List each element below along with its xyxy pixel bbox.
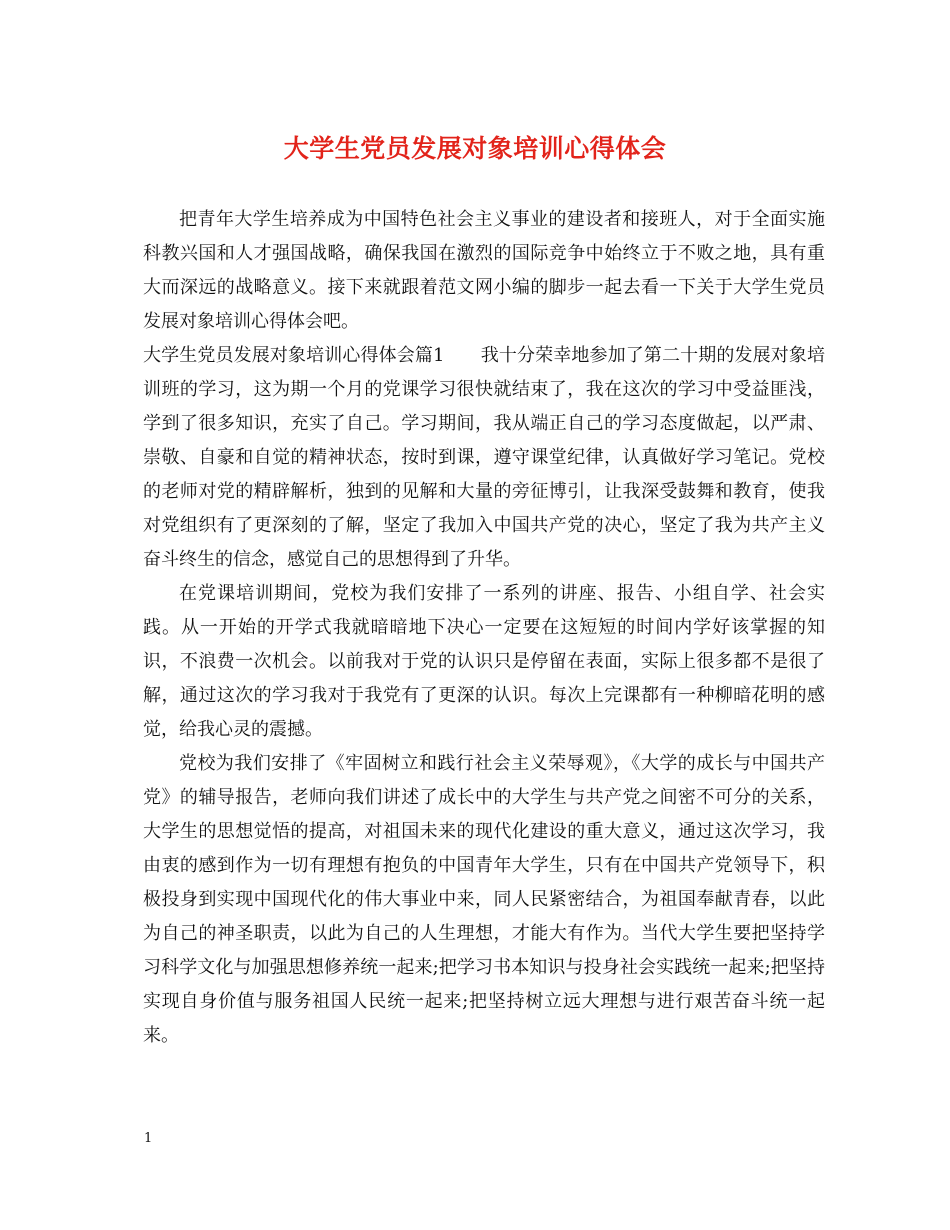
page-number: 1 (144, 1131, 153, 1146)
paragraph-article-1: 大学生党员发展对象培训心得体会篇1 我十分荣幸地参加了第二十期的发展对象培训班的学习，这为期一个月的党课学习很快就结束了，我在这次的学习中受益匪浅，学到了很多知识，充实了自己。学习期间，我从端正自己的学习态度做起，以严肃、崇敬、自豪和自觉的精神状态，按时到课，遵守课堂纪律，认真做好学习笔记。党校的老师对党的精辟解析，独到的见解和大量的旁征博引，让我深受鼓舞和教育，使我对党组织有了更深刻的了解，坚定了我加入中国共产党的决心，坚定了我为共产主义奋斗终生的信念，感觉自己的思想得到了升华。 (143, 345, 825, 570)
document-body (143, 203, 825, 1053)
document-title: 大学生党员发展对象培训心得体会 (283, 134, 667, 163)
paragraph-intro: 把青年大学生培养成为中国特色社会主义事业的建设者和接班人，对于全面实施科教兴国和人才强国战略，确保我国在激烈的国际竞争中始终立于不败之地，具有重大而深远的战略意义。接下来就跟着范文网小编的脚步一起去看一下关于大学生党员发展对象培训心得体会吧。 (143, 209, 825, 332)
paragraph-report: 党校为我们安排了《牢固树立和践行社会主义荣辱观》，《大学的成长与中国共产党》的辅导报告，老师向我们讲述了成长中的大学生与共产党之间密不可分的关系，大学生的思想觉悟的提高，对祖国未来的现代化建设的重大意义，通过这次学习，我由衷的感到作为一切有理想有抱负的中国青年大学生，只有在中国共产党领导下，积极投身到实现中国现代化的伟大事业中来，同人民紧密结合，为祖国奉献青春，以此为自己的神圣职责，以此为自己的人生理想，才能大有作为。当代大学生要把坚持学习科学文化与加强思想修养统一起来;把学习书本知识与投身社会实践统一起来;把坚持实现自身价值与服务祖国人民统一起来;把坚持树立远大理想与进行艰苦奋斗统一起来。 (143, 753, 825, 1046)
paragraph-training-period: 在党课培训期间，党校为我们安排了一系列的讲座、报告、小组自学、社会实践。从一开始的开学式我就暗暗地下决心一定要在这短短的时间内学好该掌握的知识，不浪费一次机会。以前我对于党的认识只是停留在表面，实际上很多都不是很了解，通过这次的学习我对于我党有了更深的认识。每次上完课都有一种柳暗花明的感觉，给我心灵的震撼。 (143, 583, 825, 740)
footer-divider (143, 1108, 825, 1109)
page-footer (0, 1108, 950, 1148)
